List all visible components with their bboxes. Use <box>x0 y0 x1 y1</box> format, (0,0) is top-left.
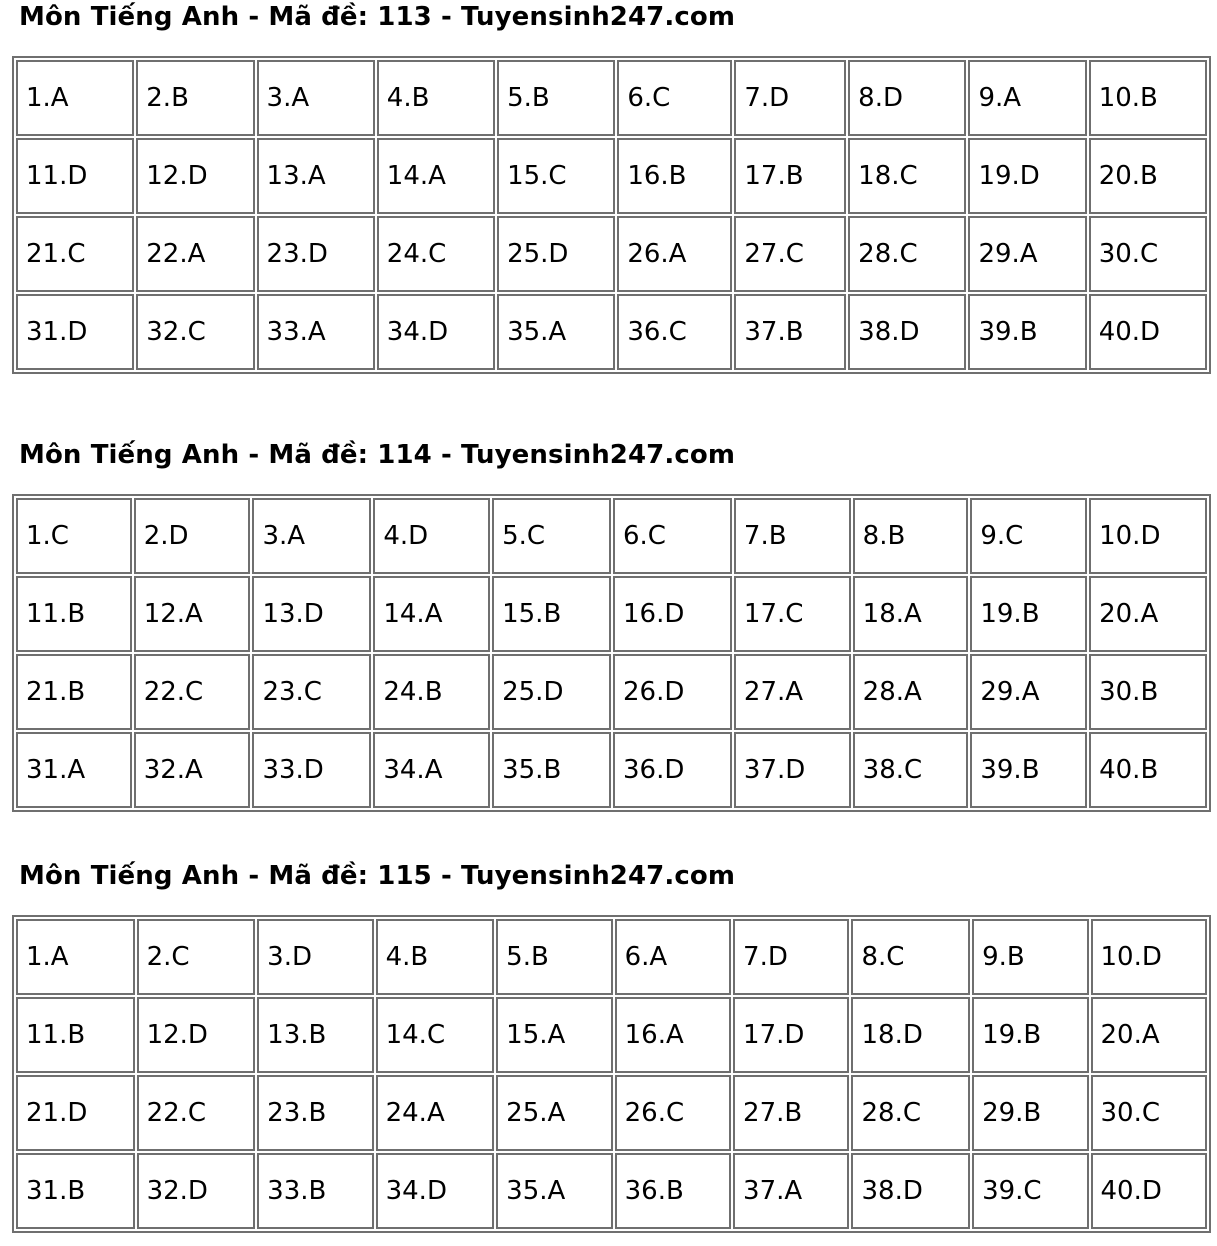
answer-cell: 15.B <box>492 576 611 652</box>
answer-cell: 6.C <box>617 60 732 136</box>
answer-cell: 38.C <box>853 732 969 808</box>
answer-cell: 28.C <box>851 1075 970 1151</box>
answer-cell: 12.D <box>137 997 256 1073</box>
answer-cell: 26.C <box>615 1075 731 1151</box>
answer-cell: 13.B <box>257 997 373 1073</box>
table-row <box>16 732 1207 808</box>
answer-cell: 20.A <box>1089 576 1207 652</box>
answer-cell: 3.D <box>257 919 373 995</box>
answer-cell: 27.B <box>733 1075 849 1151</box>
answer-cell: 28.C <box>848 216 966 292</box>
answer-cell: 20.B <box>1089 138 1207 214</box>
answer-cell: 13.A <box>257 138 375 214</box>
answer-cell: 18.A <box>853 576 969 652</box>
answer-cell: 18.D <box>851 997 970 1073</box>
answer-cell: 5.B <box>496 919 612 995</box>
answer-cell: 24.B <box>373 654 490 730</box>
answer-cell: 40.D <box>1091 1153 1208 1229</box>
answer-cell: 39.B <box>970 732 1087 808</box>
table-row <box>16 138 1207 214</box>
answer-cell: 37.B <box>734 294 846 370</box>
table-row <box>16 60 1207 136</box>
answer-cell: 2.D <box>134 498 251 574</box>
answer-cell: 1.A <box>16 919 135 995</box>
answer-cell: 8.B <box>853 498 969 574</box>
answer-cell: 26.D <box>613 654 732 730</box>
answer-cell: 40.B <box>1089 732 1207 808</box>
answer-cell: 30.C <box>1091 1075 1208 1151</box>
answer-cell: 40.D <box>1089 294 1207 370</box>
table-row <box>16 1075 1207 1151</box>
answer-cell: 4.B <box>377 60 495 136</box>
table-row <box>16 997 1207 1073</box>
answer-cell: 9.C <box>970 498 1087 574</box>
answer-cell: 18.C <box>848 138 966 214</box>
answer-cell: 3.A <box>252 498 371 574</box>
answer-cell: 37.A <box>733 1153 849 1229</box>
answer-cell: 34.A <box>373 732 490 808</box>
answer-cell: 38.D <box>851 1153 970 1229</box>
answer-cell: 1.C <box>16 498 132 574</box>
answer-cell: 1.A <box>16 60 134 136</box>
answer-cell: 25.D <box>492 654 611 730</box>
answer-cell: 16.D <box>613 576 732 652</box>
answer-cell: 31.D <box>16 294 134 370</box>
table-row <box>16 498 1207 574</box>
answer-cell: 5.B <box>497 60 615 136</box>
answer-cell: 28.A <box>853 654 969 730</box>
answer-cell: 24.A <box>376 1075 495 1151</box>
answer-cell: 22.C <box>134 654 251 730</box>
answer-cell: 21.B <box>16 654 132 730</box>
answer-cell: 33.B <box>257 1153 373 1229</box>
answer-table <box>12 56 1211 374</box>
answer-cell: 23.B <box>257 1075 373 1151</box>
answer-cell: 7.D <box>734 60 846 136</box>
answer-cell: 24.C <box>377 216 495 292</box>
answer-cell: 14.C <box>376 997 495 1073</box>
table-row <box>16 294 1207 370</box>
answer-cell: 33.D <box>252 732 371 808</box>
answer-cell: 11.D <box>16 138 134 214</box>
answer-cell: 3.A <box>257 60 375 136</box>
section-title: Môn Tiếng Anh - Mã đề: 113 - Tuyensinh247.com <box>19 2 736 32</box>
answer-cell: 17.D <box>733 997 849 1073</box>
answer-cell: 7.B <box>734 498 851 574</box>
answer-cell: 35.A <box>497 294 615 370</box>
answer-cell: 8.D <box>848 60 966 136</box>
answer-cell: 16.A <box>615 997 731 1073</box>
answer-cell: 10.D <box>1089 498 1207 574</box>
answer-cell: 30.C <box>1089 216 1207 292</box>
answer-cell: 29.B <box>972 1075 1088 1151</box>
answer-cell: 8.C <box>851 919 970 995</box>
answer-cell: 21.C <box>16 216 134 292</box>
answer-cell: 21.D <box>16 1075 135 1151</box>
answer-cell: 25.A <box>496 1075 612 1151</box>
answer-cell: 20.A <box>1091 997 1208 1073</box>
answer-cell: 30.B <box>1089 654 1207 730</box>
answer-cell: 13.D <box>252 576 371 652</box>
answer-cell: 7.D <box>733 919 849 995</box>
answer-cell: 27.A <box>734 654 851 730</box>
answer-cell: 22.A <box>136 216 254 292</box>
answer-cell: 16.B <box>617 138 732 214</box>
answer-cell: 4.B <box>376 919 495 995</box>
answer-cell: 14.A <box>373 576 490 652</box>
answer-cell: 25.D <box>497 216 615 292</box>
answer-cell: 36.D <box>613 732 732 808</box>
answer-cell: 9.A <box>968 60 1086 136</box>
answer-cell: 34.D <box>376 1153 495 1229</box>
answer-cell: 31.B <box>16 1153 135 1229</box>
answer-cell: 19.D <box>968 138 1086 214</box>
answer-cell: 17.B <box>734 138 846 214</box>
answer-cell: 35.A <box>496 1153 612 1229</box>
answer-cell: 2.B <box>136 60 254 136</box>
table-row <box>16 216 1207 292</box>
answer-cell: 33.A <box>257 294 375 370</box>
answer-cell: 19.B <box>970 576 1087 652</box>
answer-cell: 36.C <box>617 294 732 370</box>
answer-cell: 36.B <box>615 1153 731 1229</box>
answer-cell: 27.C <box>734 216 846 292</box>
answer-cell: 22.C <box>137 1075 256 1151</box>
answer-cell: 39.B <box>968 294 1086 370</box>
table-row <box>16 919 1207 995</box>
answer-cell: 32.A <box>134 732 251 808</box>
answer-cell: 6.C <box>613 498 732 574</box>
answer-cell: 12.A <box>134 576 251 652</box>
table-row <box>16 576 1207 652</box>
answer-cell: 5.C <box>492 498 611 574</box>
answer-cell: 11.B <box>16 576 132 652</box>
answer-cell: 10.D <box>1091 919 1208 995</box>
answer-cell: 38.D <box>848 294 966 370</box>
answer-cell: 23.C <box>252 654 371 730</box>
answer-table <box>12 915 1211 1233</box>
answer-cell: 17.C <box>734 576 851 652</box>
section-title: Môn Tiếng Anh - Mã đề: 114 - Tuyensinh247.com <box>19 440 736 470</box>
answer-cell: 31.A <box>16 732 132 808</box>
answer-cell: 35.B <box>492 732 611 808</box>
answer-cell: 37.D <box>734 732 851 808</box>
answer-cell: 15.A <box>496 997 612 1073</box>
answer-cell: 29.A <box>968 216 1086 292</box>
answer-cell: 4.D <box>373 498 490 574</box>
answer-cell: 15.C <box>497 138 615 214</box>
answer-cell: 39.C <box>972 1153 1088 1229</box>
answer-cell: 32.D <box>137 1153 256 1229</box>
answer-cell: 34.D <box>377 294 495 370</box>
answer-cell: 11.B <box>16 997 135 1073</box>
answer-cell: 9.B <box>972 919 1088 995</box>
section-title: Môn Tiếng Anh - Mã đề: 115 - Tuyensinh247.com <box>19 861 736 891</box>
table-row <box>16 1153 1207 1229</box>
answer-cell: 19.B <box>972 997 1088 1073</box>
answer-cell: 29.A <box>970 654 1087 730</box>
answer-table <box>12 494 1211 812</box>
table-row <box>16 654 1207 730</box>
answer-cell: 10.B <box>1089 60 1207 136</box>
answer-cell: 26.A <box>617 216 732 292</box>
answer-cell: 14.A <box>377 138 495 214</box>
answer-cell: 32.C <box>136 294 254 370</box>
answer-cell: 23.D <box>257 216 375 292</box>
answer-cell: 6.A <box>615 919 731 995</box>
answer-cell: 12.D <box>136 138 254 214</box>
answer-cell: 2.C <box>137 919 256 995</box>
